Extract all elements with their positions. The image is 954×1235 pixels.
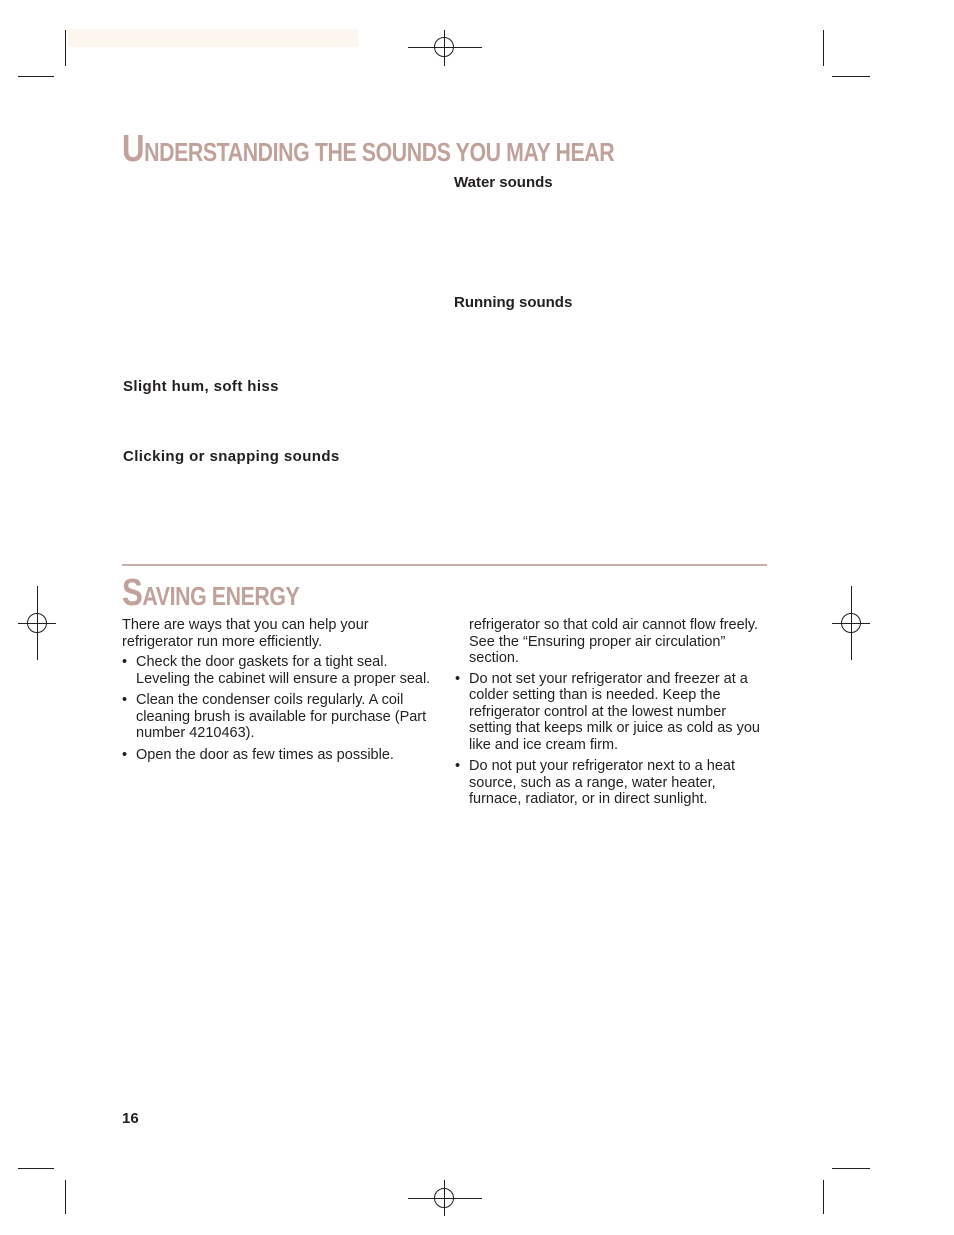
- registration-target-icon: [434, 1188, 454, 1208]
- crop-mark: [65, 30, 66, 66]
- title-rest: NDERSTANDING THE SOUNDS YOU MAY HEAR: [144, 137, 615, 167]
- list-item: • Check the door gaskets for a tight seal. Leveling the cabinet will ensure a proper seal.: [122, 654, 440, 687]
- energy-tips-list-left: [122, 654, 440, 763]
- registration-target-icon: [434, 37, 454, 57]
- crop-mark: [65, 1180, 66, 1214]
- energy-right-column: [455, 617, 769, 813]
- page-number: 16: [122, 1110, 139, 1127]
- list-item: • Do not put your refrigerator next to a heat source, such as a range, water heater, furnace, radiator, or in direct sunlight.: [455, 758, 769, 808]
- header-tint-bar: [68, 29, 358, 47]
- crop-mark: [823, 30, 824, 66]
- registration-target-icon: [27, 613, 47, 633]
- crop-mark: [18, 1168, 54, 1169]
- crop-mark: [832, 76, 870, 77]
- energy-tips-list-right: [455, 671, 769, 808]
- list-item: • Do not set your refrigerator and freezer at a colder setting than is needed. Keep the refrigerator control at the lowest number setting that keeps milk or juice as cold as you like and ice cream firm.: [455, 671, 769, 754]
- sounds-section-title: [122, 130, 614, 168]
- water-sounds-heading: Water sounds: [454, 174, 553, 191]
- continued-bullet-text: refrigerator so that cold air cannot flow freely. See the “Ensuring proper air circulation” section.: [469, 617, 759, 666]
- crop-mark: [823, 1180, 824, 1214]
- energy-left-column: [122, 617, 440, 768]
- list-item: • Clean the condenser coils regularly. A coil cleaning brush is available for purchase (Part number 4210463).: [122, 692, 440, 742]
- crop-mark: [832, 1168, 870, 1169]
- crop-mark: [18, 76, 54, 77]
- clicking-sounds-heading: Clicking or snapping sounds: [123, 448, 340, 465]
- energy-intro: There are ways that you can help your refrigerator run more efficiently.: [122, 617, 369, 650]
- list-item: • Open the door as few times as possible.: [122, 747, 440, 764]
- title-initial: S: [122, 572, 143, 614]
- hum-hiss-heading: Slight hum, soft hiss: [123, 378, 279, 395]
- energy-section-title: [122, 574, 299, 612]
- running-sounds-heading: Running sounds: [454, 294, 573, 311]
- title-initial: U: [122, 128, 145, 170]
- registration-target-icon: [841, 613, 861, 633]
- title-rest: AVING ENERGY: [142, 581, 300, 611]
- section-divider: [122, 564, 767, 566]
